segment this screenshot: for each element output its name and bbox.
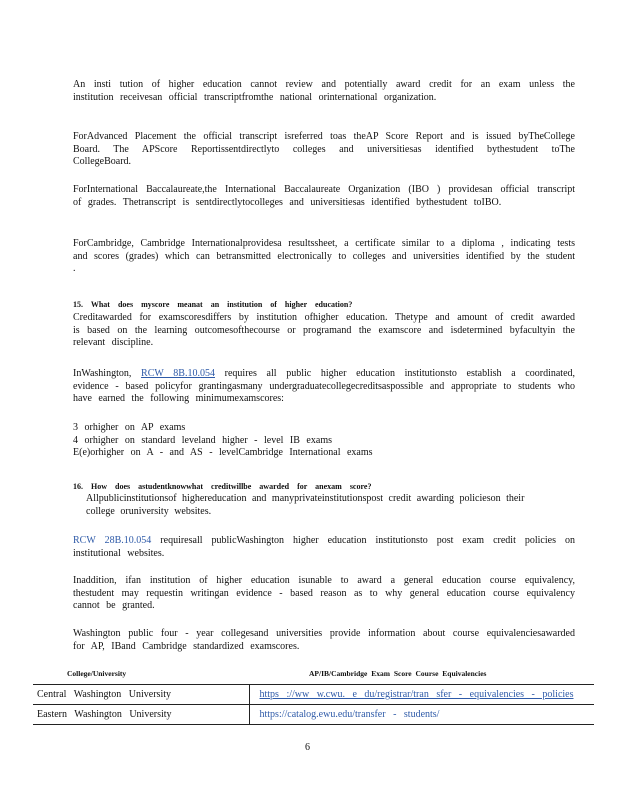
table-row xyxy=(33,685,594,705)
table-cell-college: Central Washington University xyxy=(33,685,249,705)
table-cell-url xyxy=(249,685,594,705)
paragraph-transcript-requirement: An insti tution of higher education cannot review and potentially award credit for an exam unless the institution receivesan official transcriptfromthe national orinternational organization. xyxy=(73,79,575,103)
washington-requirement-text: requires all public higher education institutionsto establish a coordinated, evidence - based policyfor grantingasmany undergraduatecollegecreditsaspossible and appropriate to students who have earned the following minimumexamscores: xyxy=(73,368,576,405)
equivalency-table xyxy=(33,664,594,725)
question-16-heading: 16. How does astudentknowwhat creditwillbe awarded for anexam score? xyxy=(73,482,372,491)
paragraph-rcw-28b xyxy=(73,535,575,560)
table-row xyxy=(33,705,594,725)
table-cell-url xyxy=(249,705,594,725)
paragraph-advanced-placement: ForAdvanced Placement the official transcript isreferred toas theAP Score Report and is issued byTheCollege Board. The APScore Reportissentdirectlyto colleges and universitiesas identified bythestudent toThe CollegeBoard. xyxy=(73,131,575,168)
page-number: 6 xyxy=(305,742,310,753)
table-header-equivalencies: AP/IB/Cambridge Exam Score Course Equivalencies xyxy=(309,668,487,678)
score-item-cambridge: E(e)orhigher on A - and AS - levelCambridge International exams xyxy=(73,447,373,459)
ewu-transfer-link[interactable]: https://catalog.ewu.edu/transfer - students/ xyxy=(259,709,440,720)
table-cell-college: Eastern Washington University xyxy=(33,705,249,725)
paragraph-international-baccalaureate: ForInternational Baccalaureate,the International Baccalaureate Organization (IBO ) providesan official transcript of grades. Thetranscript is sentdirectlytocolleges and universitiesas identified bythestudent toIBO. xyxy=(73,184,575,208)
table-header-row xyxy=(33,664,594,685)
rcw-28b-link[interactable]: RCW 28B.10.054 xyxy=(73,535,152,546)
paragraph-washington-requirement xyxy=(73,368,575,406)
cwu-equivalency-link[interactable]: https ://ww w.cwu. e du/registrar/tran sfer - equivalencies - policies xyxy=(259,689,574,700)
paragraph-equivalency-request: Inaddition, ifan institution of higher education isunable to award a general education course equivalency, thestudent may requestin writingan evidence - based reason as to why general education course equivalency cannot be granted. xyxy=(73,575,575,612)
question-15-heading: 15. What does myscore meanat an institution of higher education? xyxy=(73,300,353,309)
score-item-ib: 4 orhigher on standard leveland higher - level IB exams xyxy=(73,434,332,446)
rcw-28b-text: requiresall publicWashington higher education institutionsto post exam credit policies on institutional websites. xyxy=(73,535,575,559)
score-list xyxy=(73,422,575,460)
washington-lead: InWashington, xyxy=(73,368,132,379)
paragraph-cambridge: ForCambridge, Cambridge Internationalprovidesa resultssheet, a certificate similar to a diploma , indicating tests and scores (grades) which can betransmitted electronically to colleges and universities identified by the student . xyxy=(73,238,575,275)
rcw-8b-link[interactable]: RCW 8B.10.054 xyxy=(141,368,215,379)
score-item-ap: 3 orhigher on AP exams xyxy=(73,422,186,433)
question-16-answer: Allpublicinstitutionsof highereducation and manyprivateinstitutionspost credit awarding policieson their college oruniversity websites. xyxy=(86,493,525,517)
table-header-college: College/University xyxy=(67,668,127,678)
question-15-answer: Creditawarded for examscoresdiffers by institution ofhigher education. Thetype and amount of credit awarded is based on the learning outcomesofthecourse or programand the examscore and isdetermined byfacultyin the relevant discipline. xyxy=(73,312,575,349)
paragraph-public-colleges: Washington public four - year collegesand universities provide information about course equivalenciesawarded for AP, IBand Cambridge standardized examscores. xyxy=(73,628,575,652)
